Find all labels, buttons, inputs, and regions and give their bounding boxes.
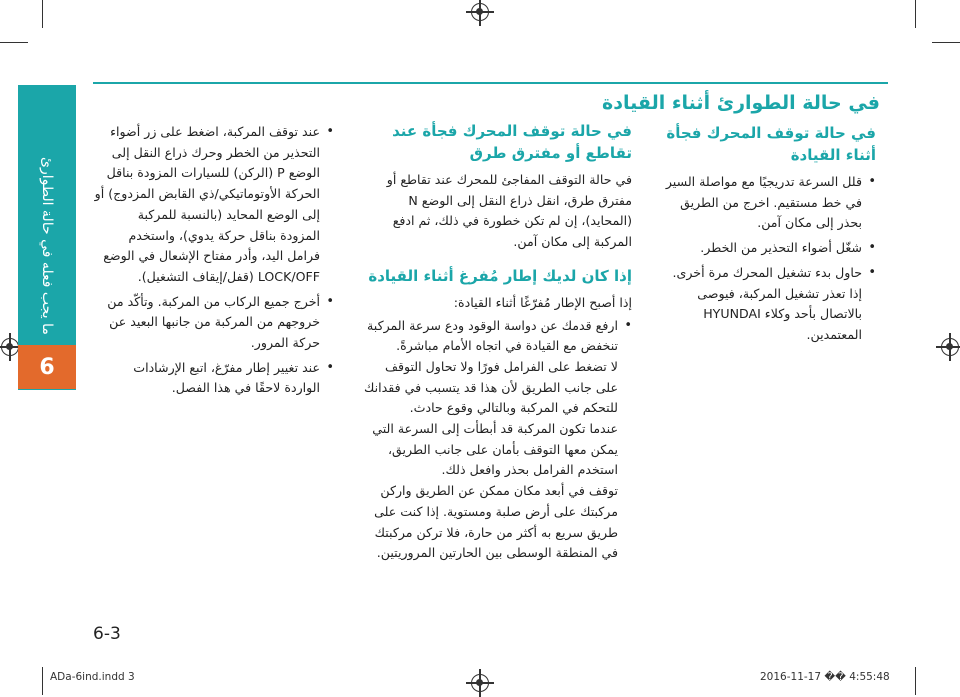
page-title: في حالة الطوارئ أثناء القيادة — [602, 92, 880, 114]
after-stop-list — [94, 122, 334, 399]
engine-stall-list — [656, 172, 876, 346]
section-title-flat-tire: إذا كان لديك إطار مُفرغ أثناء القيادة — [368, 266, 632, 285]
crop-mark — [42, 667, 43, 695]
flat-tire-list — [362, 316, 632, 564]
crop-mark — [915, 0, 916, 28]
crop-mark — [42, 0, 43, 28]
crop-mark — [0, 42, 28, 43]
top-divider — [93, 82, 888, 84]
crop-mark — [915, 667, 916, 695]
crop-mark — [932, 42, 960, 43]
list-item: • حاول بدء تشغيل المحرك مرة أخرى. إذا تعذر تشغيل المركبة، فيوصى بالاتصال بأحد وكلاء HYUNDAI المعتمدين. — [656, 263, 862, 346]
list-item: • شغّل أضواء التحذير من الخطر. — [656, 238, 862, 259]
registration-mark-icon — [471, 674, 489, 692]
intersection-paragraph: في حالة التوقف المفاجئ للمحرك عند تقاطع أو مفترق طرق، انقل ذراع النقل إلى الوضع N (المحايد)، إن لم تكن خطورة في ذلك، ثم ادفع المركبة إلى مكان آمن. — [386, 172, 632, 250]
list-item: • عند تغيير إطار مفرّغ، اتبع الإرشادات الواردة لاحقًا في هذا الفصل. — [94, 358, 320, 399]
chapter-side-label: ما يجب فعله في حالة الطوارئ — [39, 157, 55, 335]
page-number: 6-3 — [93, 624, 121, 644]
list-item: • ارفع قدمك عن دواسة الوقود ودع سرعة المركبة تنخفض مع القيادة في اتجاه الأمام مباشرةً. لا تضغط على الفرامل فورًا ولا تحاول التوقف على جانب الطريق لأن هذا قد يتسبب في فقدانك للتحكم في المركبة وبالتالي وقوع حادث. عندما تكون المركبة قد أبطأت إلى السرعة التي يمكن معها التوقف بأمان على جانب الطريق، استخدم الفرامل بحذر وافعل ذلك. توقف في أبعد مكان ممكن عن الطريق واركن مركبتك على أرض صلبة ومستوية. إذا كنت على طريق سريع به أكثر من حارة، فلا تركن مركبتك في المنطقة الوسطى بين الحارتين المروريتين. — [362, 316, 618, 564]
list-item: • أخرج جميع الركاب من المركبة. وتأكّد من خروجهم من المركبة من جانبها البعيد عن حركة المرور. — [94, 292, 320, 354]
chapter-number: 6 — [18, 345, 76, 389]
footer-timestamp: 2016-11-17 �� 4:55:48 — [760, 671, 890, 683]
registration-mark-icon — [1, 338, 19, 356]
footer-filename: ADa-6ind.indd 3 — [50, 671, 135, 683]
left-column — [94, 122, 334, 403]
flat-tire-intro: إذا أصبح الإطار مُفرّغًا أثناء القيادة: — [453, 294, 632, 310]
registration-mark-icon — [941, 338, 959, 356]
registration-mark-icon — [471, 3, 489, 21]
section-title-engine-stall: في حالة توقف المحرك فجأة أثناء القيادة — [666, 124, 876, 164]
middle-column — [362, 120, 632, 568]
list-item: • قلل السرعة تدريجيًا مع مواصلة السير في خط مستقيم. اخرج من الطريق بحذر إلى مكان آمن. — [656, 172, 862, 234]
right-column — [656, 122, 876, 350]
list-item: • عند توقف المركبة، اضغط على زر أضواء التحذير من الخطر وحرك ذراع النقل إلى الوضع P (الركن) للسيارات المزودة بناقل الحركة الأوتوماتيكي/ذي القابض المزدوج) أو إلى الوضع المحايد (بالنسبة للمركبة المزودة بناقل حركة يدوي)، واستخدم فرامل اليد، وأدر مفتاح الإشعال في الوضع LOCK/OFF (قفل/إيقاف التشغيل). — [94, 122, 320, 288]
section-title-intersection: في حالة توقف المحرك فجأة عند تقاطع أو مفترق طرق — [392, 122, 632, 162]
